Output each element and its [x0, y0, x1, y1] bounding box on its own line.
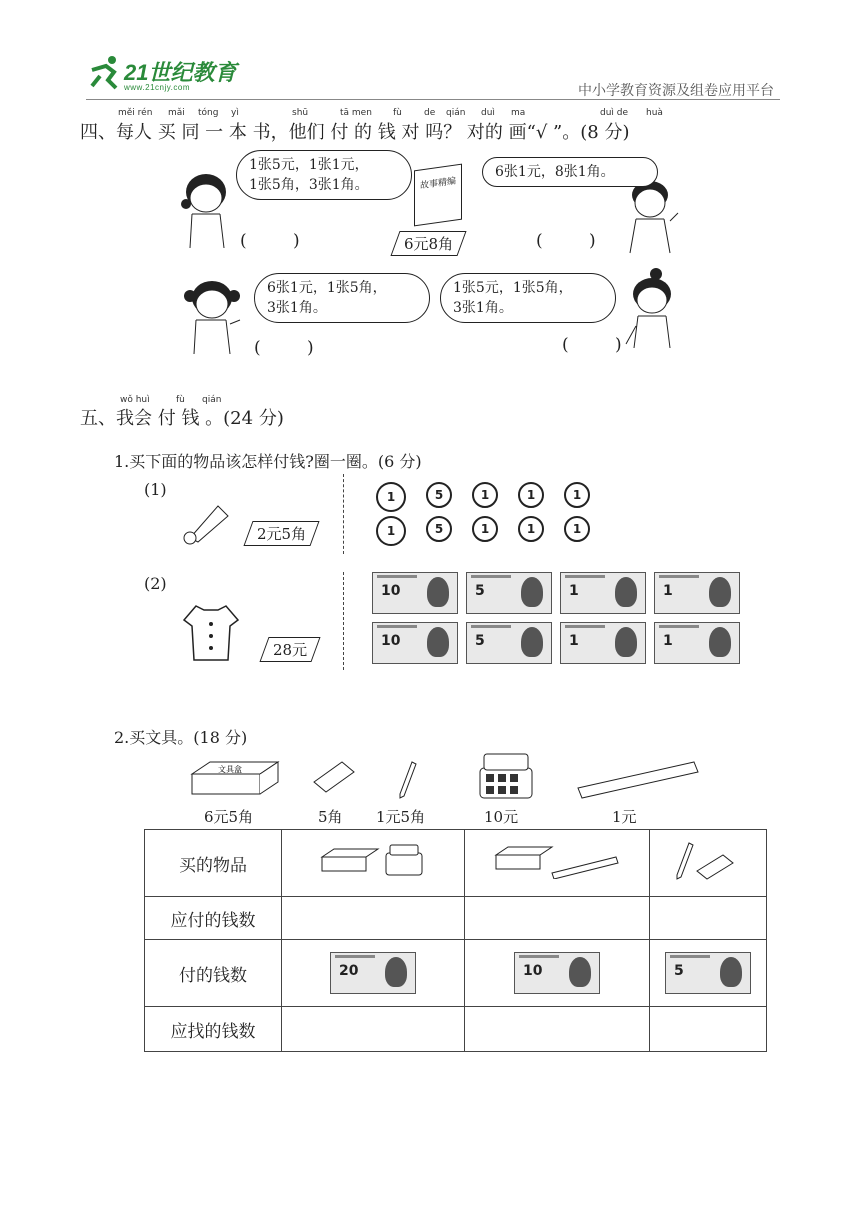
- price-pencil-case: 6元5角: [204, 808, 254, 826]
- price-eraser: 5角: [318, 808, 343, 826]
- pencil-case-icon: [190, 758, 280, 798]
- speech-bubble-1: 1张5元，1张1元， 1张5角，3张1角。: [236, 150, 412, 200]
- change-cell-3[interactable]: [650, 1007, 767, 1052]
- speech-bubble-4: 1张5元，1张5角， 3张1角。: [440, 273, 616, 323]
- book-icon: [414, 164, 462, 227]
- coin[interactable]: 1: [564, 516, 590, 542]
- items-cell-1: [282, 830, 465, 897]
- shuttlecock-icon: [180, 502, 230, 546]
- coins-row-1[interactable]: [376, 482, 590, 512]
- platform-name: 中小学教育资源及组卷应用平台: [578, 83, 774, 99]
- answer-paren-3[interactable]: ( ): [254, 338, 316, 358]
- section4-title: 四、每人 买 同 一 本 书，他们 付 的 钱 对 吗？ 对的 画“√ ”。(8 分): [80, 122, 630, 143]
- coins-row-2[interactable]: [376, 516, 590, 546]
- pinyin-row: měi rén mǎi tóng yì shū tā men fù de qián duì ma duì de huà: [118, 108, 663, 118]
- coin[interactable]: 5: [426, 482, 452, 508]
- banknote[interactable]: 1: [560, 622, 646, 664]
- answer-paren-2[interactable]: ( ): [536, 231, 598, 251]
- banknote[interactable]: 1: [654, 622, 740, 664]
- banknote[interactable]: 1: [654, 572, 740, 614]
- logo-text: 21世纪教育: [124, 60, 237, 85]
- due-cell-3[interactable]: [650, 897, 767, 940]
- girl-2-icon: [182, 276, 242, 356]
- q1-title: 1.买下面的物品该怎样付钱?圈一圈。(6 分): [114, 452, 422, 471]
- book-title: 故事精编: [419, 176, 456, 192]
- item2-label: (2): [144, 574, 167, 593]
- row-label-paid: 付的钱数: [145, 940, 282, 1007]
- runner-logo-icon: [88, 54, 122, 90]
- coin[interactable]: 1: [472, 516, 498, 542]
- banknote[interactable]: 1: [560, 572, 646, 614]
- due-cell-1[interactable]: [282, 897, 465, 940]
- divider-2: [343, 572, 344, 670]
- coin[interactable]: 1: [376, 482, 406, 512]
- row-label-change: 应找的钱数: [145, 1007, 282, 1052]
- banknote: 20: [330, 952, 416, 994]
- banknote[interactable]: 5: [466, 622, 552, 664]
- item2-price-tag: 28元: [259, 637, 320, 662]
- purchase-table: [144, 829, 767, 1052]
- boy-1-icon: [620, 175, 680, 255]
- pencil-case-ruler-icon: [492, 843, 622, 879]
- pinyin-row-5: wǒ huì fù qián: [120, 395, 222, 405]
- header-divider: [86, 99, 780, 100]
- row-label-items: 买的物品: [145, 830, 282, 897]
- ruler-icon: [576, 760, 700, 800]
- eraser-icon: [312, 760, 356, 794]
- q2-title: 2.买文具。(18 分): [114, 728, 248, 747]
- coin[interactable]: 1: [376, 516, 406, 546]
- coin[interactable]: 1: [518, 516, 544, 542]
- due-cell-2[interactable]: [465, 897, 650, 940]
- price-ruler: 1元: [612, 808, 637, 826]
- pencil-icon: [398, 760, 418, 800]
- svg-text:文具盒: 文具盒: [218, 765, 242, 774]
- paid-cell-3: [650, 940, 767, 1007]
- girl-1-icon: [178, 170, 238, 250]
- banknote: 10: [514, 952, 600, 994]
- speech-bubble-2: 6张1元，8张1角。: [482, 157, 658, 187]
- items-cell-3: [650, 830, 767, 897]
- banknote[interactable]: 5: [466, 572, 552, 614]
- pencil-case-paint-box-icon: [318, 843, 428, 879]
- coin[interactable]: 1: [564, 482, 590, 508]
- notes-row-1[interactable]: [372, 572, 740, 614]
- answer-paren-4[interactable]: ( ): [562, 335, 624, 355]
- paint-box-icon: [476, 752, 536, 800]
- notes-row-2[interactable]: [372, 622, 740, 664]
- coin[interactable]: 1: [472, 482, 498, 508]
- banknote[interactable]: 10: [372, 622, 458, 664]
- banknote: 5: [665, 952, 751, 994]
- banknote[interactable]: 10: [372, 572, 458, 614]
- answer-paren-1[interactable]: ( ): [240, 231, 302, 251]
- coin[interactable]: 1: [518, 482, 544, 508]
- pencil-eraser-icon: [673, 841, 743, 881]
- book-price-tag: 6元8角: [390, 231, 466, 256]
- change-cell-2[interactable]: [465, 1007, 650, 1052]
- logo-url: www.21cnjy.com: [124, 83, 190, 92]
- logo: [88, 54, 258, 96]
- item1-label: (1): [144, 480, 167, 499]
- price-paint-box: 10元: [484, 808, 519, 826]
- item1-price-tag: 2元5角: [243, 521, 319, 546]
- items-cell-2: [465, 830, 650, 897]
- coin[interactable]: 5: [426, 516, 452, 542]
- section5-title: 五、我会 付 钱 。(24 分): [80, 408, 284, 429]
- change-cell-1[interactable]: [282, 1007, 465, 1052]
- girl-3-icon: [622, 266, 682, 350]
- divider-1: [343, 474, 344, 554]
- speech-bubble-3: 6张1元，1张5角， 3张1角。: [254, 273, 430, 323]
- row-label-due: 应付的钱数: [145, 897, 282, 940]
- paid-cell-2: [465, 940, 650, 1007]
- paid-cell-1: [282, 940, 465, 1007]
- shirt-icon: [180, 602, 242, 664]
- price-pencil: 1元5角: [376, 808, 426, 826]
